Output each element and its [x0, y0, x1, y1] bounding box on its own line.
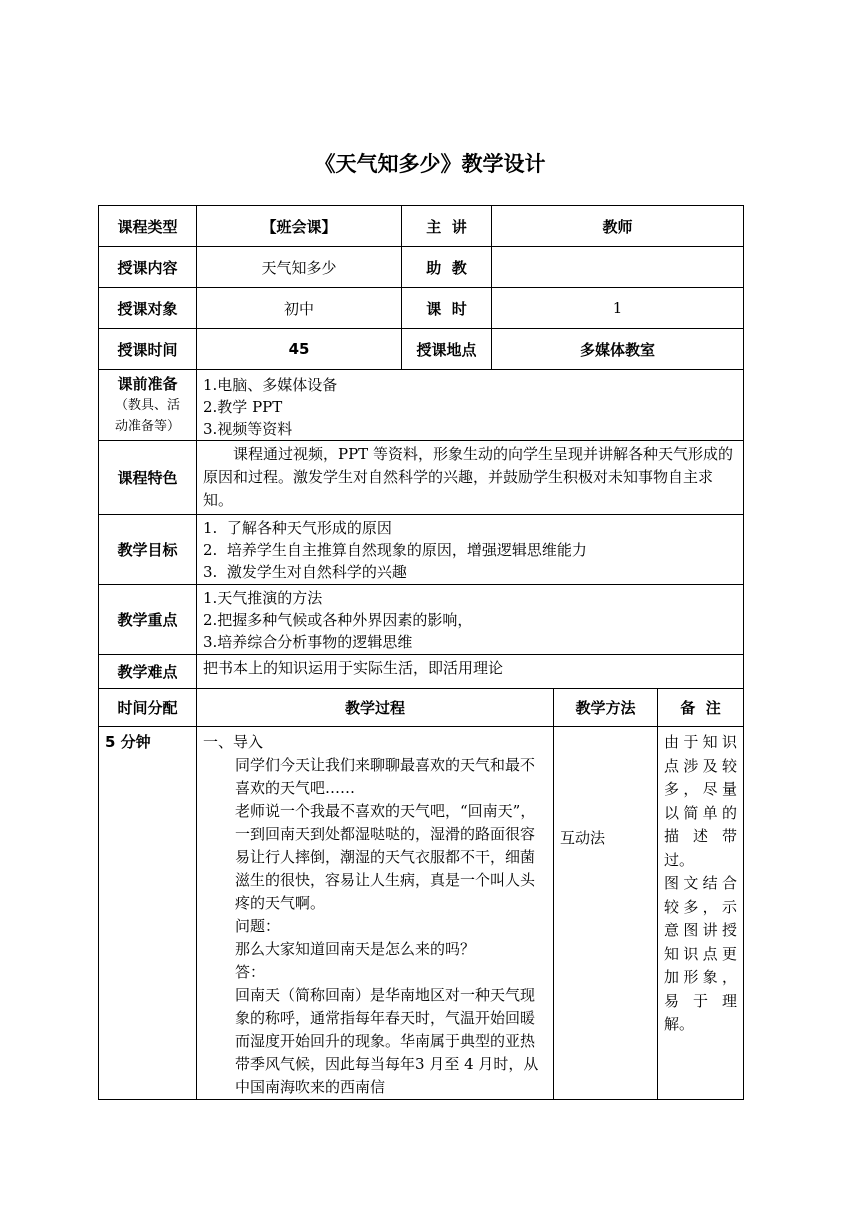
goals-label: 教学目标 [99, 515, 197, 585]
prep-label-cell [99, 370, 197, 441]
row-difficulty [99, 655, 744, 689]
assistant-label: 助 教 [402, 247, 492, 288]
process-answer-label: 答： [235, 963, 266, 981]
goals-items [197, 515, 744, 585]
row-process-header [99, 689, 744, 727]
time-value: 45 [197, 329, 402, 370]
process-body [203, 754, 547, 1099]
row-content [99, 247, 744, 288]
difficulty-text: 把书本上的知识运用于实际生活，即活用理论 [197, 655, 744, 689]
row-features [99, 441, 744, 515]
prep-label: 课前准备 [117, 374, 178, 393]
row-goals [99, 515, 744, 585]
time-label: 授课时间 [99, 329, 197, 370]
goal-item: 2. 培养学生自主推算自然现象的原因，增强逻辑思维能力 [203, 540, 587, 559]
process-content [197, 727, 554, 1100]
process-p2: 老师说一个我最不喜欢的天气吧，“回南天”，一到回南天到处都湿哒哒的，湿滑的路面很容易让行人摔倒，潮湿的天气衣服都不干，细菌滋生的很快，容易让人生病，真是一个叫人头疼的天气啊。 [235, 802, 536, 912]
header-process: 教学过程 [197, 689, 554, 727]
key-points-items [197, 585, 744, 655]
prep-sublabel-2: 动准备等） [114, 418, 180, 434]
prep-item: 2.教学 PPT [203, 398, 283, 416]
prep-items [197, 370, 744, 441]
key-points-label: 教学重点 [99, 585, 197, 655]
goal-item: 1. 了解各种天气形成的原因 [203, 518, 392, 537]
key-point-item: 1.天气推演的方法 [203, 588, 323, 607]
process-time: 5 分钟 [99, 727, 197, 1100]
row-key-points [99, 585, 744, 655]
target-label: 授课对象 [99, 288, 197, 329]
features-text: 课程通过视频，PPT 等资料，形象生动的向学生呈现并讲解各种天气形成的原因和过程。激发学生对自然科学的兴趣，并鼓励学生积极对未知事物自主求知。 [197, 441, 744, 515]
assistant-value [492, 247, 744, 288]
process-note [658, 727, 744, 1100]
prep-sublabel-1: （教具、活 [114, 397, 180, 413]
goal-item: 3. 激发学生对自然科学的兴趣 [203, 562, 407, 581]
process-method: 互动法 [554, 727, 658, 1100]
place-value: 多媒体教室 [492, 329, 744, 370]
course-type-label: 课程类型 [99, 206, 197, 247]
prep-item: 3.视频等资料 [203, 420, 293, 438]
lesson-plan-table [98, 205, 744, 1100]
prep-item: 1.电脑、多媒体设备 [203, 376, 338, 394]
hours-value: 1 [492, 288, 744, 329]
row-process-intro [99, 727, 744, 1100]
difficulty-label: 教学难点 [99, 655, 197, 689]
content-value: 天气知多少 [197, 247, 402, 288]
note-2: 图文结合较多，示意图讲授知识点更加形象，易于理解。 [664, 874, 738, 1033]
hours-label: 课 时 [402, 288, 492, 329]
place-label: 授课地点 [402, 329, 492, 370]
process-answer: 回南天（简称回南）是华南地区对一种天气现象的称呼，通常指每年春天时，气温开始回暖而湿度开始回升的现象。华南属于典型的亚热带季风气候，因此每当每年3 月至 4 月时，从中国南海吹来的西南信 [235, 986, 539, 1096]
lecturer-value: 教师 [492, 206, 744, 247]
row-course-type [99, 206, 744, 247]
row-prep [99, 370, 744, 441]
row-target [99, 288, 744, 329]
target-value: 初中 [197, 288, 402, 329]
row-time [99, 329, 744, 370]
page-title: 《天气知多少》教学设计 [314, 152, 546, 176]
header-method: 教学方法 [554, 689, 658, 727]
process-p1: 同学们今天让我们来聊聊最喜欢的天气和最不喜欢的天气吧…… [235, 756, 536, 797]
process-question: 那么大家知道回南天是怎么来的吗？ [235, 940, 476, 958]
key-point-item: 3.培养综合分析事物的逻辑思维 [203, 632, 413, 651]
header-note: 备 注 [658, 689, 744, 727]
header-time: 时间分配 [99, 689, 197, 727]
features-label: 课程特色 [99, 441, 197, 515]
process-question-label: 问题： [235, 917, 281, 935]
key-point-item: 2.把握多种气候或各种外界因素的影响， [203, 610, 473, 629]
course-type-value: 【班会课】 [197, 206, 402, 247]
lecturer-label: 主 讲 [402, 206, 492, 247]
process-heading: 一、导入 [203, 733, 264, 751]
note-1: 由于知识点涉及较多，尽量以简单的描述带过。 [664, 733, 738, 869]
content-label: 授课内容 [99, 247, 197, 288]
